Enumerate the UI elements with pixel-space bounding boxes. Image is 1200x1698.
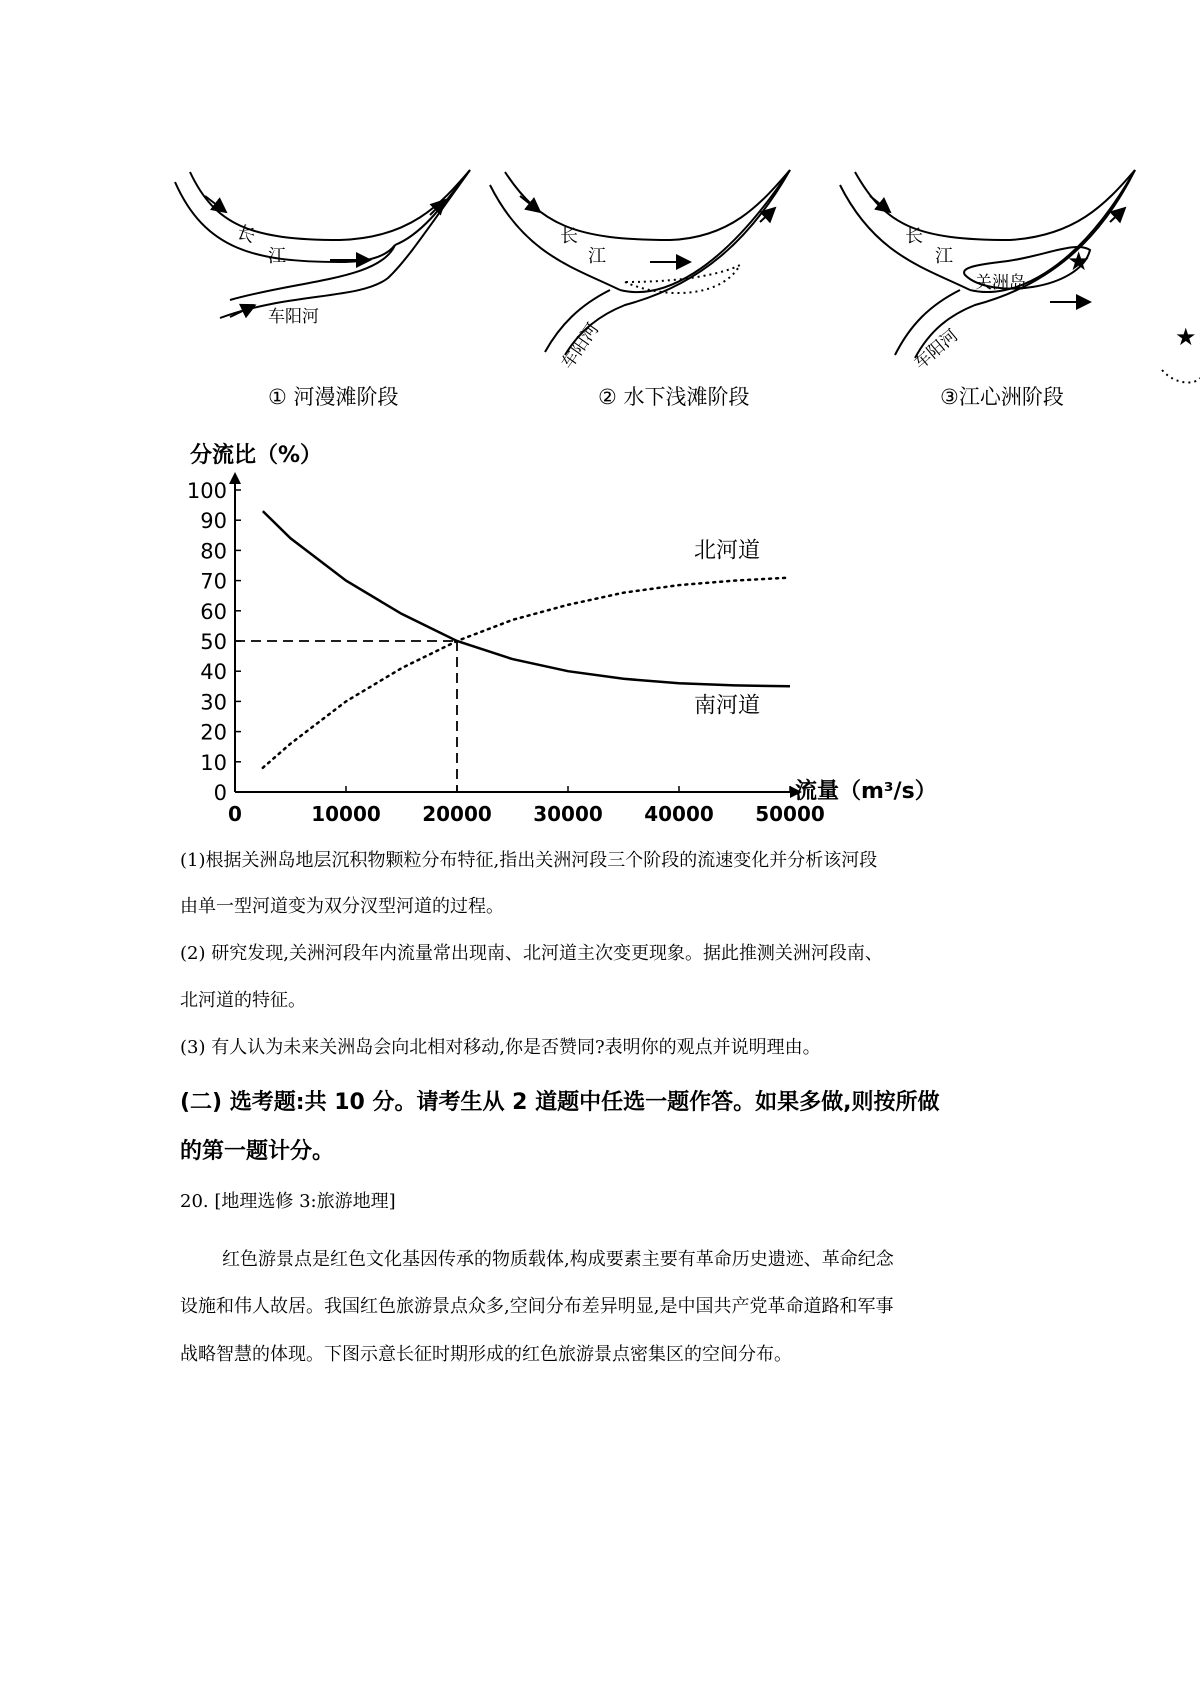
- x-tick-label: 40000: [644, 802, 714, 826]
- y-tick-label: 60: [200, 599, 227, 624]
- y-tick-label: 10: [200, 750, 227, 775]
- x-tick-label: 50000: [755, 802, 825, 826]
- star-icon: ★: [1067, 247, 1091, 277]
- stage-3-caption: ③江心洲阶段: [940, 385, 1064, 409]
- flow-ratio-chart: [0, 0, 1200, 840]
- section-title-line-2: 的第一题计分。: [180, 1139, 335, 1164]
- q20-heading: 20. [地理选修 3:旅游地理]: [180, 1191, 396, 1212]
- stage-3-tributary-label: 车阳河: [910, 325, 963, 374]
- series-label-2: 南河道: [693, 693, 760, 719]
- y-tick-label: 20: [200, 720, 227, 745]
- question-2-line-2: 北河道的特征。: [180, 990, 306, 1011]
- series-label-1: 北河道: [693, 538, 760, 564]
- q20-line-3: 战略智慧的体现。下图示意长征时期形成的红色旅游景点密集区的空间分布。: [180, 1344, 792, 1365]
- series-line-1: [263, 578, 790, 768]
- x-tick-label: 10000: [311, 802, 381, 826]
- section-title-line-1: (二) 选考题:共 10 分。请考生从 2 道题中任选一题作答。如果多做,则按所做: [180, 1090, 940, 1115]
- y-tick-label: 30: [200, 690, 227, 715]
- series-line-2: [263, 511, 790, 686]
- legend-star-icon: ★: [1175, 323, 1197, 351]
- y-tick-label: 70: [200, 569, 227, 594]
- y-tick-label: 80: [200, 539, 227, 564]
- x-tick-label: 20000: [422, 802, 492, 826]
- stage-2-river-label: 长: [560, 226, 578, 247]
- y-tick-label: 90: [200, 509, 227, 534]
- x-tick-label: 30000: [533, 802, 603, 826]
- stage-2-river-label-2: 江: [588, 246, 606, 267]
- stage-1-caption: ① 河漫滩阶段: [268, 385, 399, 409]
- stage-1-river-label: 长: [233, 221, 258, 248]
- stage-3-island-label: 关洲岛: [975, 273, 1026, 293]
- y-tick-label: 40: [200, 660, 227, 685]
- q20-line-2: 设施和伟人故居。我国红色旅游景点众多,空间分布差异明显,是中国共产党革命道路和军事: [180, 1296, 894, 1317]
- y-tick-label: 0: [213, 781, 227, 805]
- y-tick-label: 50: [200, 630, 227, 654]
- y-axis-label: 分流比（%）: [190, 443, 323, 468]
- stage-1-river-label-2: 江: [268, 246, 286, 267]
- x-tick-label: 0: [228, 802, 242, 826]
- stage-3-river-label: 长: [905, 226, 923, 247]
- question-2-line-1: (2) 研究发现,关洲河段年内流量常出现南、北河道主次变更现象。据此推测关洲河段南、: [180, 943, 883, 964]
- question-1-line-1: (1)根据关洲岛地层沉积物颗粒分布特征,指出关洲河段三个阶段的流速变化并分析该河段: [180, 850, 878, 871]
- stage-1-tributary-label: 车阳河: [268, 307, 319, 327]
- y-axis-arrow: [229, 472, 241, 484]
- y-tick-label: 100: [186, 479, 227, 503]
- stage-2-tributary-label: 车阳河: [557, 319, 604, 373]
- stage-3-river-label-2: 江: [935, 246, 953, 267]
- q20-line-1: 红色游景点是红色文化基因传承的物质载体,构成要素主要有革命历史遗迹、革命纪念: [222, 1249, 894, 1270]
- question-3-line-1: (3) 有人认为未来关洲岛会向北相对移动,你是否赞同?表明你的观点并说明理由。: [180, 1037, 821, 1058]
- question-1-line-2: 由单一型河道变为双分汊型河道的过程。: [180, 896, 504, 917]
- x-axis-label: 流量（m³/s）: [795, 779, 937, 804]
- stage-2-caption: ② 水下浅滩阶段: [598, 385, 750, 409]
